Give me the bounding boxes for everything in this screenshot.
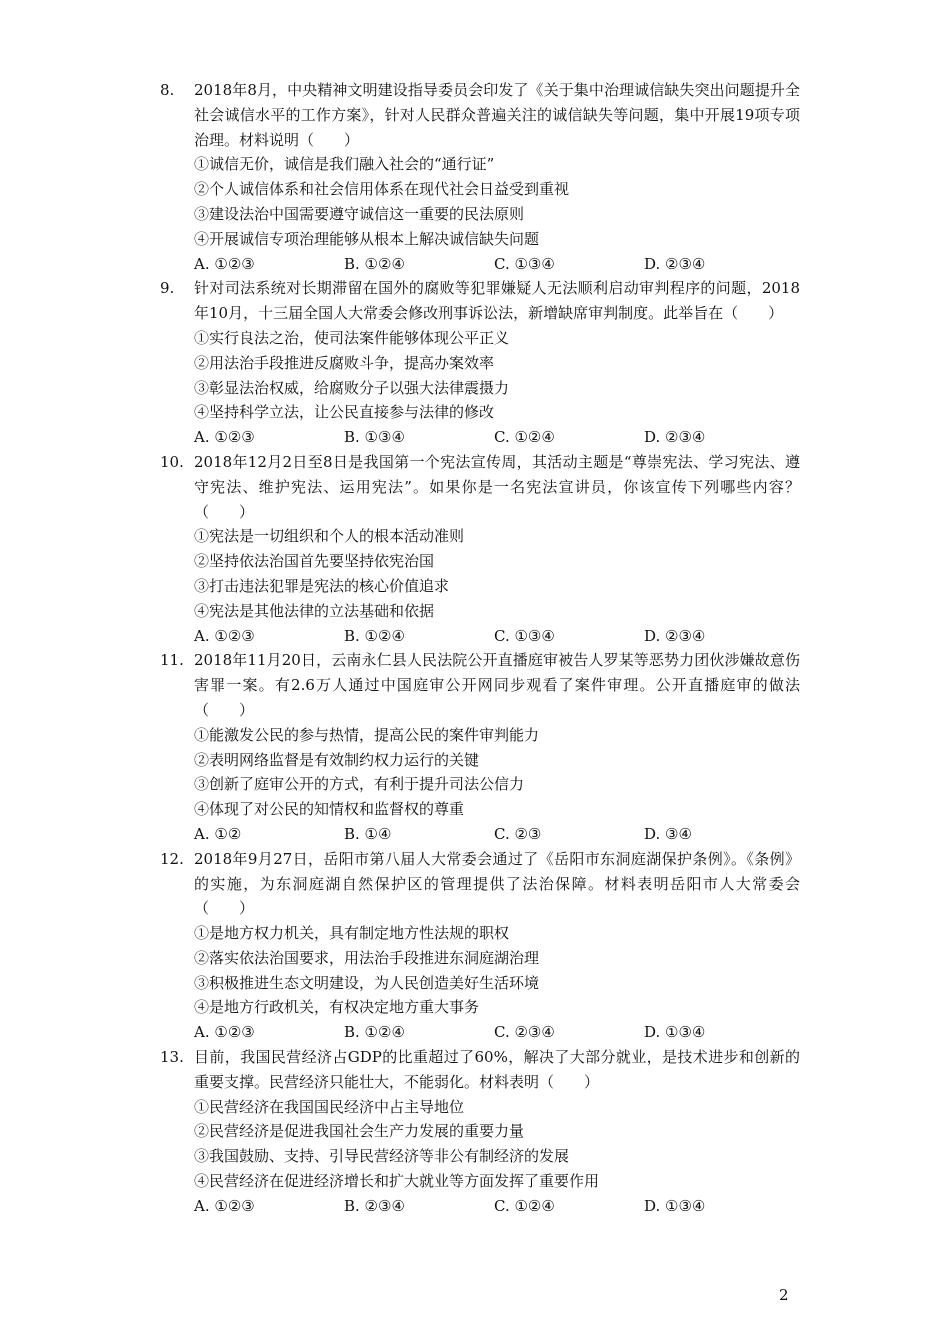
answer-option-d[interactable]: D. ②③④ bbox=[644, 428, 706, 447]
question-number: 11. bbox=[160, 651, 184, 670]
question-number: 9. bbox=[160, 279, 175, 298]
statement: ①是地方权力机关，具有制定地方性法规的职权 bbox=[194, 924, 510, 943]
answer-options bbox=[194, 624, 800, 649]
answer-option-a[interactable]: A. ①②③ bbox=[194, 1196, 255, 1215]
question-body bbox=[194, 78, 800, 276]
statement: ①诚信无价，诚信是我们融入社会的“通行证” bbox=[194, 155, 495, 174]
answer-option-d[interactable]: D. ①③④ bbox=[644, 1196, 706, 1215]
answer-option-a[interactable]: A. ①②③ bbox=[194, 626, 255, 645]
question-11 bbox=[160, 648, 800, 846]
question-10 bbox=[160, 450, 800, 648]
question-number: 12. bbox=[160, 849, 184, 868]
question-12 bbox=[160, 847, 800, 1045]
answer-options bbox=[194, 822, 800, 847]
question-number: 10. bbox=[160, 452, 184, 471]
statement: ②民营经济是促进我国社会生产力发展的重要力量 bbox=[194, 1122, 525, 1141]
question-8 bbox=[160, 78, 800, 276]
question-9 bbox=[160, 276, 800, 450]
answer-option-a[interactable]: A. ①②③ bbox=[194, 428, 255, 447]
statement: ②表明网络监督是有效制约权力运行的关键 bbox=[194, 750, 480, 769]
answer-option-b[interactable]: B. ①③④ bbox=[344, 428, 405, 447]
statement: ④是地方行政机关，有权决定地方重大事务 bbox=[194, 998, 480, 1017]
answer-option-d[interactable]: D. ③④ bbox=[644, 824, 692, 843]
answer-option-a[interactable]: A. ①②③ bbox=[194, 1023, 255, 1042]
answer-option-c[interactable]: C. ①③④ bbox=[494, 254, 555, 273]
page-number: 2 bbox=[779, 1286, 789, 1304]
question-body bbox=[194, 648, 800, 846]
question-stem: 2018年8月，中央精神文明建设指导委员会印发了《关于集中治理诚信缺失突出问题提升全社会诚信水平的工作方案》，针对人民群众普遍关注的诚信缺失等问题，集中开展19项专项治理。材料说明（ ） bbox=[194, 81, 800, 149]
answer-option-b[interactable]: B. ①④ bbox=[344, 824, 392, 843]
answer-option-c[interactable]: C. ①②④ bbox=[494, 1196, 555, 1215]
answer-option-b[interactable]: B. ①②④ bbox=[344, 254, 405, 273]
statement: ②坚持依法治国首先要坚持依宪治国 bbox=[194, 552, 435, 571]
question-body bbox=[194, 450, 800, 648]
statement: ④坚持科学立法，让公民直接参与法律的修改 bbox=[194, 403, 495, 422]
answer-option-c[interactable]: C. ①③④ bbox=[494, 626, 555, 645]
statement: ③创新了庭审公开的方式，有利于提升司法公信力 bbox=[194, 775, 525, 794]
answer-option-b[interactable]: B. ①②④ bbox=[344, 626, 405, 645]
answer-option-d[interactable]: D. ②③④ bbox=[644, 626, 706, 645]
question-body bbox=[194, 847, 800, 1045]
statement: ③彰显法治权威，给腐败分子以强大法律震摄力 bbox=[194, 378, 510, 397]
answer-options bbox=[194, 1020, 800, 1045]
answer-option-c[interactable]: C. ②③ bbox=[494, 824, 542, 843]
answer-option-b[interactable]: B. ②③④ bbox=[344, 1196, 405, 1215]
statement: ③建设法治中国需要遵守诚信这一重要的民法原则 bbox=[194, 204, 525, 223]
question-stem: 2018年11月20日，云南永仁县人民法院公开直播庭审被告人罗某等恶势力团伙涉嫌故意伤害罪一案。有2.6万人通过中国庭审公开网同步观看了案件审理。公开直播庭审的做法（ ） bbox=[194, 651, 800, 719]
question-stem: 2018年12月2日至8日是我国第一个宪法宣传周，其活动主题是“尊崇宪法、学习宪法、遵守宪法、维护宪法、运用宪法”。如果你是一名宪法宣讲员，你该宣传下列哪些内容？（ ） bbox=[194, 452, 800, 521]
question-13 bbox=[160, 1045, 800, 1219]
statement: ①民营经济在我国国民经济中占主导地位 bbox=[194, 1097, 465, 1116]
answer-option-a[interactable]: A. ①② bbox=[194, 824, 242, 843]
answer-option-c[interactable]: C. ②③④ bbox=[494, 1023, 555, 1042]
question-body bbox=[194, 1045, 800, 1219]
statement: ④体现了对公民的知情权和监督权的尊重 bbox=[194, 800, 465, 819]
answer-option-a[interactable]: A. ①②③ bbox=[194, 254, 255, 273]
statement: ③我国鼓励、支持、引导民营经济等非公有制经济的发展 bbox=[194, 1147, 570, 1166]
question-number: 8. bbox=[160, 81, 175, 99]
statement: ③积极推进生态文明建设，为人民创造美好生活环境 bbox=[194, 973, 540, 992]
question-stem: 针对司法系统对长期滞留在国外的腐败等犯罪嫌疑人无法顺利启动审判程序的问题，2018年10月，十三届全国人大常委会修改刑事诉讼法，新增缺席审判制度。此举旨在（ ） bbox=[194, 279, 800, 323]
statement: ①实行良法之治，使司法案件能够体现公平正义 bbox=[194, 328, 510, 347]
question-stem: 2018年9月27日，岳阳市第八届人大常委会通过了《岳阳市东洞庭湖保护条例》。《条例》的实施，为东洞庭湖自然保护区的管理提供了法治保障。材料表明岳阳市人大常委会（ ） bbox=[194, 849, 800, 918]
answer-option-b[interactable]: B. ①②④ bbox=[344, 1023, 405, 1042]
answer-option-c[interactable]: C. ①②④ bbox=[494, 428, 555, 447]
statement: ③打击违法犯罪是宪法的核心价值追求 bbox=[194, 576, 450, 595]
question-body bbox=[194, 276, 800, 450]
statement: ④开展诚信专项治理能够从根本上解决诚信缺失问题 bbox=[194, 229, 540, 248]
answer-options bbox=[194, 1194, 800, 1219]
statement: ④民营经济在促进经济增长和扩大就业等方面发挥了重要作用 bbox=[194, 1172, 600, 1191]
answer-option-d[interactable]: D. ①③④ bbox=[644, 1023, 706, 1042]
question-number: 13. bbox=[160, 1048, 184, 1067]
statement: ④宪法是其他法律的立法基础和依据 bbox=[194, 601, 435, 620]
statement: ②落实依法治国要求，用法治手段推进东洞庭湖治理 bbox=[194, 948, 540, 967]
statement: ①能激发公民的参与热情，提高公民的案件审判能力 bbox=[194, 725, 540, 744]
statement: ②用法治手段推进反腐败斗争，提高办案效率 bbox=[194, 353, 495, 372]
answer-options bbox=[194, 252, 800, 277]
question-stem: 目前，我国民营经济占GDP的比重超过了60%，解决了大部分就业，是技术进步和创新的重要支撑。民营经济只能壮大，不能弱化。材料表明（ ） bbox=[194, 1048, 800, 1091]
answer-options bbox=[194, 425, 800, 450]
statement: ①宪法是一切组织和个人的根本活动准则 bbox=[194, 527, 465, 546]
question-list bbox=[160, 78, 800, 1219]
statement: ②个人诚信体系和社会信用体系在现代社会日益受到重视 bbox=[194, 180, 570, 199]
answer-option-d[interactable]: D. ②③④ bbox=[644, 254, 706, 273]
